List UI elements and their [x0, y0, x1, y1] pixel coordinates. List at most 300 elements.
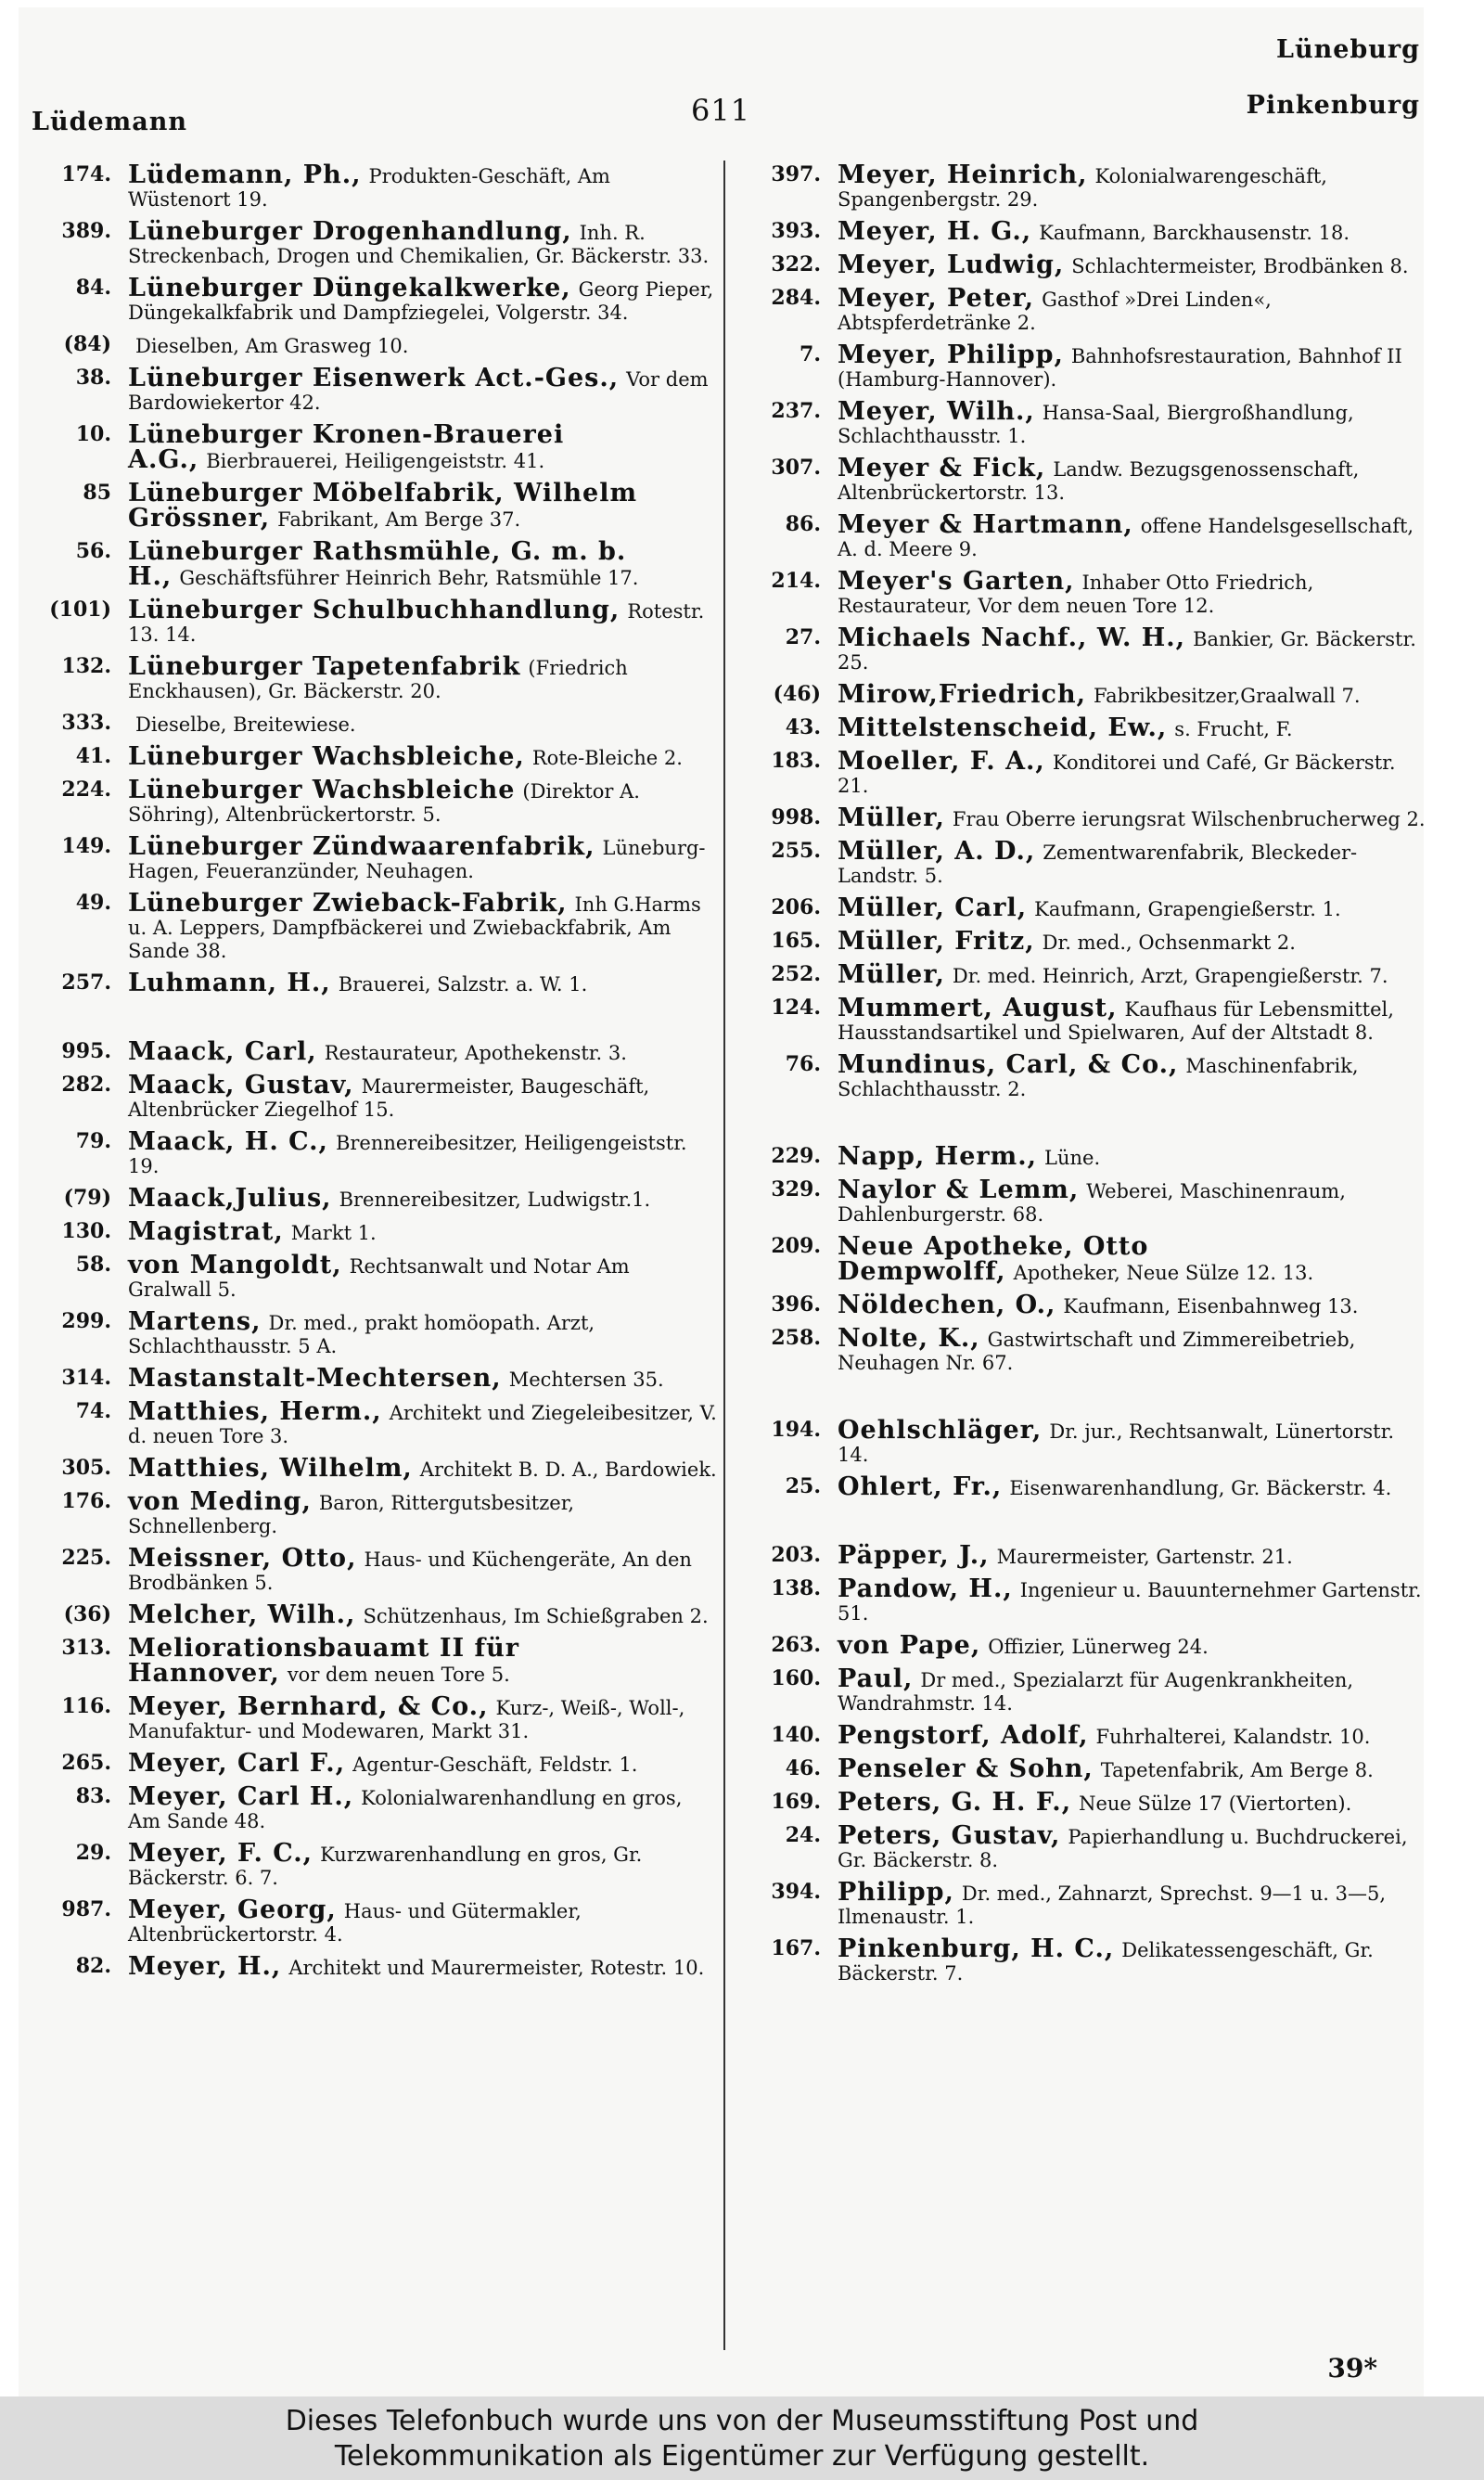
directory-entry — [28, 420, 719, 474]
entry-name: Nöldechen, O., — [838, 1291, 1056, 1319]
phone-number: 85 — [83, 481, 111, 505]
entry-details: Kolonialwarengeschäft, Spangenbergstr. 29. — [838, 165, 1327, 211]
phone-number: 140. — [771, 1723, 821, 1747]
directory-entry — [737, 960, 1428, 989]
entry-name: Meyer, Wilh., — [838, 397, 1035, 426]
phone-number: 237. — [771, 399, 821, 423]
phone-number: 299. — [61, 1309, 111, 1333]
entry-details: Kaufhaus für Lebensmittel, Hausstandsartikel und Spielwaren, Auf der Altstadt 8. — [838, 998, 1394, 1044]
entry-details: Kaufmann, Grapengießerstr. 1. — [1034, 898, 1341, 920]
directory-entry — [28, 1037, 719, 1066]
phone-number: 224. — [61, 777, 111, 802]
directory-entry — [737, 1821, 1428, 1872]
entry-name: Matthies, Herm., — [128, 1397, 382, 1426]
directory-entry — [28, 479, 719, 533]
entry-body — [838, 837, 1428, 888]
entry-body — [838, 1050, 1428, 1101]
entry-body — [838, 1721, 1428, 1750]
directory-entry — [737, 567, 1428, 618]
directory-page — [19, 7, 1424, 2396]
phone-number: 38. — [75, 366, 111, 390]
entry-name: Lüneburger Tapetenfabrik — [128, 652, 521, 681]
entry-body — [838, 1788, 1428, 1817]
footer-line-2: Telekommunikation als Eigentümer zur Verfügung gestellt. — [334, 2440, 1150, 2473]
entry-details: Schlachtermeister, Brodbänken 8. — [1071, 255, 1409, 277]
phone-number: 322. — [771, 252, 821, 276]
entry-name: Lüneburger Rathsmühle, G. m. b. H., — [128, 537, 627, 591]
entry-details: Markt 1. — [290, 1222, 377, 1244]
entry-name: Müller, Fritz, — [838, 927, 1035, 956]
directory-entry — [28, 652, 719, 703]
entry-details: Brennereibesitzer, Heiligengeiststr. 19. — [128, 1132, 687, 1177]
directory-entry — [737, 1416, 1428, 1467]
entry-details: Dr. med. Heinrich, Arzt, Grapengießerstr. 7. — [952, 965, 1388, 987]
entry-details: Maurermeister, Gartenstr. 21. — [996, 1546, 1293, 1568]
phone-number: (46) — [773, 682, 821, 706]
entry-body — [128, 1692, 719, 1743]
entry-details: Offizier, Lünerweg 24. — [988, 1636, 1209, 1658]
entry-body — [128, 1952, 719, 1981]
phone-number: 394. — [771, 1880, 821, 1904]
entry-name: Lüneburger Drogenhandlung, — [128, 217, 572, 246]
entry-details: Kurz-, Weiß-, Woll-, Manufaktur- und Modewaren, Markt 31. — [128, 1697, 685, 1742]
entry-name: Luhmann, H., — [128, 969, 331, 997]
entry-name: Oehlschläger, — [838, 1416, 1043, 1445]
phone-number: 263. — [771, 1633, 821, 1657]
header-right-keyword: Pinkenburg — [1246, 91, 1420, 120]
entry-details: Vor dem Bardowiekertor 42. — [128, 368, 709, 414]
entry-body — [128, 333, 719, 358]
entry-name: Müller, — [838, 960, 945, 989]
entry-name: Neue Apotheke, Otto Dempwolff, — [838, 1232, 1149, 1286]
directory-entry — [28, 1364, 719, 1393]
entry-body — [838, 567, 1428, 618]
directory-entry — [737, 1631, 1428, 1660]
directory-entry — [737, 1721, 1428, 1750]
entry-details: Bierbrauerei, Heiligengeiststr. 41. — [206, 450, 545, 472]
entry-details: Dr. med., prakt homöopath. Arzt, Schlachthausstr. 5 A. — [128, 1312, 595, 1357]
entry-details: Lüneburg-Hagen, Feueranzünder, Neuhagen. — [128, 837, 706, 882]
entry-body — [838, 1416, 1428, 1467]
entry-body — [838, 960, 1428, 989]
directory-entry — [28, 778, 719, 827]
entry-details: Inhaber Otto Friedrich, Restaurateur, Vor dem neuen Tore 12. — [838, 572, 1314, 617]
directory-entry — [737, 1878, 1428, 1929]
entry-body — [838, 1574, 1428, 1625]
phone-number: 995. — [61, 1039, 111, 1063]
phone-number: 82. — [75, 1954, 111, 1978]
entry-name: Mittelstenscheid, Ew., — [838, 713, 1168, 742]
entry-body — [838, 1754, 1428, 1783]
entry-details: Architekt und Maurermeister, Rotestr. 10. — [288, 1957, 705, 1979]
directory-entry — [737, 1934, 1428, 1985]
phone-number: 194. — [771, 1418, 821, 1442]
entry-details: (Direktor A. Söhring), Altenbrückertorstr. 5. — [128, 780, 640, 826]
entry-details: Maurermeister, Baugeschäft, Altenbrücker Ziegelhof 15. — [128, 1075, 650, 1121]
entry-body — [838, 713, 1428, 742]
directory-entry — [737, 510, 1428, 561]
entry-name: Pinkenburg, H. C., — [838, 1934, 1115, 1963]
phone-number: 149. — [61, 834, 111, 858]
entry-body — [128, 742, 719, 771]
entry-details: Zementwarenfabrik, Bleckeder-Landstr. 5. — [838, 842, 1358, 887]
directory-entry — [28, 1895, 719, 1947]
header-city: Lüneburg — [1275, 35, 1420, 64]
directory-entry — [737, 217, 1428, 246]
phone-number: 209. — [771, 1234, 821, 1258]
entry-details: Rotestr. 13. 14. — [128, 600, 705, 646]
phone-number: 124. — [771, 996, 821, 1020]
entry-name: Nolte, K., — [838, 1324, 980, 1353]
entry-body — [838, 1541, 1428, 1570]
directory-entry — [28, 1184, 719, 1213]
page-number: 611 — [691, 93, 751, 128]
entry-details: vor dem neuen Tore 5. — [287, 1664, 510, 1686]
entry-body — [838, 927, 1428, 956]
entry-body — [838, 1664, 1428, 1715]
entry-body — [128, 1782, 719, 1833]
entry-details: Inh. R. Streckenbach, Drogen und Chemikalien, Gr. Bäckerstr. 33. — [128, 222, 710, 267]
entry-body — [128, 1184, 719, 1213]
directory-entry — [737, 713, 1428, 742]
phone-number: (79) — [63, 1186, 111, 1210]
phone-number: 183. — [771, 749, 821, 773]
directory-entry — [737, 927, 1428, 956]
entry-name: Meyer, H., — [128, 1952, 282, 1981]
directory-entry — [28, 1634, 719, 1688]
entry-details: Baron, Rittergutsbesitzer, Schnellenberg. — [128, 1492, 575, 1537]
entry-body — [128, 1364, 719, 1393]
entry-details: Bankier, Gr. Bäckerstr. 25. — [838, 628, 1416, 674]
directory-entry — [28, 1487, 719, 1538]
phone-number: 252. — [771, 962, 821, 986]
phone-number: 255. — [771, 839, 821, 863]
entry-body — [128, 1037, 719, 1066]
left-column — [28, 163, 719, 1988]
entry-name: Meissner, Otto, — [128, 1544, 357, 1573]
directory-entry — [737, 1472, 1428, 1501]
entry-body — [838, 996, 1428, 1045]
directory-entry — [737, 253, 1428, 278]
directory-entry — [28, 163, 719, 212]
directory-entry — [28, 598, 719, 647]
entry-name: Paul, — [838, 1664, 914, 1693]
directory-entry — [737, 343, 1428, 392]
entry-body — [128, 1544, 719, 1595]
entry-name: Meyer & Fick, — [838, 454, 1046, 482]
entry-name: Magistrat, — [128, 1217, 284, 1246]
entry-name: Meyer, Heinrich, — [838, 161, 1088, 189]
entry-name: Meyer, H. G., — [838, 217, 1032, 246]
directory-entry — [737, 996, 1428, 1045]
directory-entry — [28, 1217, 719, 1246]
header-left-keyword: Lüdemann — [32, 108, 187, 136]
entry-details: offene Handelsgesellschaft, A. d. Meere 9. — [838, 515, 1414, 560]
directory-entry — [737, 397, 1428, 448]
directory-entry — [737, 284, 1428, 335]
entry-name: Peters, G. H. F., — [838, 1788, 1072, 1817]
entry-details: Eisenwarenhandlung, Gr. Bäckerstr. 4. — [1009, 1477, 1392, 1499]
entry-name: Moeller, F. A., — [838, 747, 1045, 776]
entry-body — [128, 652, 719, 703]
footer-line-1: Dieses Telefonbuch wurde uns von der Museumsstiftung Post und — [285, 2405, 1199, 2437]
entry-details: Mechtersen 35. — [508, 1368, 664, 1391]
entry-body — [838, 1324, 1428, 1375]
phone-number: 29. — [75, 1841, 111, 1865]
directory-entry — [28, 1692, 719, 1743]
entry-details: Kaufmann, Barckhausenstr. 18. — [1039, 222, 1350, 244]
directory-entry — [737, 1541, 1428, 1570]
entry-details: Weberei, Maschinenraum, Dahlenburgerstr. 68. — [838, 1180, 1346, 1226]
entry-body — [128, 778, 719, 827]
directory-entry — [737, 747, 1428, 798]
entry-body — [128, 537, 719, 591]
phone-number: 229. — [771, 1144, 821, 1168]
phone-number: 329. — [771, 1177, 821, 1201]
directory-entry — [28, 712, 719, 737]
entry-details: Kurzwarenhandlung en gros, Gr. Bäckerstr. 6. 7. — [128, 1844, 643, 1889]
directory-entry — [28, 1600, 719, 1629]
phone-number: 7. — [800, 342, 821, 366]
entry-details: Schützenhaus, Im Schießgraben 2. — [363, 1605, 709, 1627]
directory-entry — [28, 1397, 719, 1448]
entry-details: Rechtsanwalt und Notar Am Gralwall 5. — [128, 1255, 630, 1301]
entry-name: Pengstorf, Adolf, — [838, 1721, 1089, 1750]
entry-body — [128, 598, 719, 647]
phone-number: 258. — [771, 1326, 821, 1350]
entry-body — [838, 510, 1428, 561]
entry-name: Meyer, Philipp, — [838, 341, 1064, 369]
footer-notice — [0, 2396, 1484, 2480]
entry-details: Dr. jur., Rechtsanwalt, Lünertorstr. 14. — [838, 1420, 1395, 1466]
phone-number: 203. — [771, 1543, 821, 1567]
directory-entry — [737, 1754, 1428, 1783]
phone-number: 58. — [75, 1253, 111, 1277]
directory-entry — [28, 1952, 719, 1981]
entry-body — [838, 623, 1428, 675]
entry-name: Meyer, Carl H., — [128, 1782, 354, 1811]
phone-number: 305. — [61, 1456, 111, 1480]
phone-number: 165. — [771, 929, 821, 953]
entry-name: Meliorationsbauamt II für Hannover, — [128, 1634, 519, 1688]
phone-number: 397. — [771, 162, 821, 186]
entry-details: Haus- und Gütermakler, Altenbrückertorstr. 4. — [128, 1900, 582, 1946]
directory-entry — [737, 1324, 1428, 1375]
entry-body — [838, 1934, 1428, 1985]
directory-entry — [737, 456, 1428, 505]
entry-name: Martens, — [128, 1307, 262, 1336]
entry-name: Penseler & Sohn, — [838, 1754, 1094, 1783]
directory-entry — [737, 1664, 1428, 1715]
directory-entry — [737, 893, 1428, 922]
entry-name: Meyer, Bernhard, & Co., — [128, 1692, 489, 1721]
phone-number: 389. — [61, 219, 111, 243]
entry-body — [128, 1634, 719, 1688]
section-gap — [737, 1110, 1428, 1145]
entry-details: Frau Oberre ierungsrat Wilschenbrucherweg 2. — [952, 808, 1426, 830]
entry-name: Melcher, Wilh., — [128, 1600, 356, 1629]
directory-entry — [737, 1574, 1428, 1625]
directory-entry — [28, 1782, 719, 1833]
directory-entry — [28, 971, 719, 996]
entry-name: Peters, Gustav, — [838, 1821, 1061, 1850]
entry-name: Matthies, Wilhelm, — [128, 1454, 413, 1483]
entry-body — [128, 217, 719, 268]
entry-details: Delikatessengeschäft, Gr. Bäckerstr. 7. — [838, 1939, 1374, 1985]
entry-body — [838, 397, 1428, 448]
directory-entry — [737, 1050, 1428, 1101]
phone-number: 998. — [771, 805, 821, 829]
entry-name: von Mangoldt, — [128, 1251, 342, 1279]
phone-number: 282. — [61, 1073, 111, 1097]
phone-number: 130. — [61, 1219, 111, 1243]
entry-body — [128, 1600, 719, 1629]
entry-body — [128, 366, 719, 415]
entry-details: Haus- und Küchengeräte, An den Brodbänken 5. — [128, 1548, 692, 1594]
entry-details: Dieselbe, Breitewiese. — [135, 713, 356, 736]
entry-name: Lüneburger Kronen-Brauerei A.G., — [128, 420, 565, 474]
phone-number: 314. — [61, 1366, 111, 1390]
entry-name: Ohlert, Fr., — [838, 1472, 1003, 1501]
entry-details: Bahnhofsrestauration, Bahnhof II (Hamburg-Hannover). — [838, 345, 1402, 391]
directory-entry — [28, 537, 719, 591]
phone-number: 393. — [771, 219, 821, 243]
entry-details: Landw. Bezugsgenossenschaft, Altenbrückertorstr. 13. — [838, 458, 1360, 504]
entry-body — [838, 1142, 1428, 1171]
phone-number: 138. — [771, 1576, 821, 1600]
phone-number: 284. — [771, 286, 821, 310]
phone-number: 56. — [75, 539, 111, 563]
entry-body — [128, 1895, 719, 1947]
entry-body — [128, 163, 719, 212]
entry-name: Mastanstalt-Mechtersen, — [128, 1364, 502, 1393]
entry-name: Müller, — [838, 803, 945, 832]
phone-number: (36) — [63, 1602, 111, 1626]
phone-number: 313. — [61, 1636, 111, 1660]
entry-body — [838, 1472, 1428, 1501]
directory-entry — [737, 623, 1428, 675]
entry-name: Meyer & Hartmann, — [838, 510, 1133, 539]
phone-number: 225. — [61, 1546, 111, 1570]
phone-number: 176. — [61, 1489, 111, 1513]
entry-body — [128, 1454, 719, 1483]
entry-name: Napp, Herm., — [838, 1142, 1038, 1171]
directory-entry — [28, 889, 719, 963]
entry-name: Maack, Carl, — [128, 1037, 317, 1066]
entry-name: Meyer's Garten, — [838, 567, 1075, 596]
entry-body — [838, 456, 1428, 505]
entry-name: Naylor & Lemm, — [838, 1176, 1080, 1204]
phone-number: 132. — [61, 654, 111, 678]
entry-name: Meyer, Peter, — [838, 284, 1035, 313]
phone-number: 74. — [75, 1399, 111, 1423]
entry-body — [128, 1073, 719, 1122]
entry-body — [838, 1178, 1428, 1227]
phone-number: 46. — [785, 1756, 821, 1780]
entry-name: Lüneburger Zwieback-Fabrik, — [128, 889, 568, 918]
entry-body — [128, 1749, 719, 1778]
phone-number: 41. — [75, 744, 111, 768]
directory-entry — [28, 1749, 719, 1778]
phone-number: 160. — [771, 1666, 821, 1690]
entry-body — [128, 1127, 719, 1178]
entry-name: Michaels Nachf., W. H., — [838, 623, 1186, 652]
entry-name: Maack, Gustav, — [128, 1071, 354, 1099]
entry-details: Brennereibesitzer, Ludwigstr.1. — [339, 1189, 651, 1211]
entry-name: Päpper, J., — [838, 1541, 990, 1570]
entry-body — [838, 1293, 1428, 1318]
phone-number: 333. — [61, 711, 111, 735]
section-gap — [737, 1509, 1428, 1544]
entry-name: Lüneburger Zündwaarenfabrik, — [128, 832, 595, 861]
entry-body — [838, 1232, 1428, 1286]
directory-entry — [737, 837, 1428, 888]
entry-details: Gastwirtschaft und Zimmereibetrieb, Neuhagen Nr. 67. — [838, 1329, 1356, 1374]
entry-name: Meyer, Carl F., — [128, 1749, 346, 1778]
phone-number: 43. — [785, 715, 821, 739]
entry-body — [128, 1839, 719, 1890]
directory-entry — [28, 1073, 719, 1122]
entry-body — [838, 680, 1428, 709]
entry-name: Lüneburger Schulbuchhandlung, — [128, 596, 620, 624]
phone-number: 83. — [75, 1784, 111, 1808]
entry-details: Dr med., Spezialarzt für Augenkrankheiten, Wandrahmstr. 14. — [838, 1669, 1354, 1715]
entry-body — [838, 747, 1428, 798]
entry-name: Mirow,Friedrich, — [838, 680, 1087, 709]
phone-number: 84. — [75, 276, 111, 300]
phone-number: 174. — [61, 162, 111, 186]
entry-details: Hansa-Saal, Biergroßhandlung, Schlachthausstr. 1. — [838, 402, 1354, 447]
entry-details: s. Frucht, F. — [1174, 718, 1293, 740]
entry-body — [128, 479, 719, 533]
entry-body — [128, 276, 719, 325]
entry-body — [128, 420, 719, 474]
entry-name: Meyer, F. C., — [128, 1839, 313, 1868]
directory-entry — [28, 742, 719, 771]
entry-details: Tapetenfabrik, Am Berge 8. — [1100, 1759, 1374, 1781]
phone-number: 24. — [785, 1823, 821, 1847]
entry-details: Apotheker, Neue Sülze 12. 13. — [1013, 1262, 1314, 1284]
phone-number: 396. — [771, 1292, 821, 1317]
entry-details: Brauerei, Salzstr. a. W. 1. — [338, 973, 588, 996]
entry-details: Inh G.Harms u. A. Leppers, Dampfbäckerei und Zwiebackfabrik, Am Sande 38. — [128, 893, 701, 962]
entry-body — [128, 1397, 719, 1448]
entry-details: Architekt B. D. A., Bardowiek. — [419, 1458, 717, 1481]
entry-details: Papierhandlung u. Buchdruckerei, Gr. Bäckerstr. 8. — [838, 1826, 1408, 1871]
entry-name: Lüneburger Düngekalkwerke, — [128, 274, 571, 302]
directory-entry — [28, 276, 719, 325]
entry-name: Pandow, H., — [838, 1574, 1013, 1603]
entry-body — [128, 712, 719, 737]
entry-details: Maschinenfabrik, Schlachthausstr. 2. — [838, 1055, 1359, 1100]
directory-entry — [28, 1307, 719, 1358]
phone-number: 116. — [61, 1694, 111, 1718]
entry-name: Lüneburger Wachsbleiche — [128, 776, 516, 804]
phone-number: (84) — [63, 332, 111, 356]
entry-name: Lüdemann, Ph., — [128, 161, 362, 189]
section-gap — [28, 1005, 719, 1040]
phone-number: 76. — [785, 1052, 821, 1076]
phone-number: 10. — [75, 422, 111, 446]
entry-details: Produkten-Geschäft, Am Wüstenort 19. — [128, 165, 610, 211]
phone-number: 257. — [61, 970, 111, 995]
directory-entry — [737, 1232, 1428, 1286]
entry-details: Konditorei und Café, Gr Bäckerstr. 21. — [838, 752, 1396, 797]
directory-entry — [28, 366, 719, 415]
directory-entry — [28, 1454, 719, 1483]
entry-details: Lüne. — [1044, 1147, 1101, 1169]
entry-details: (Friedrich Enckhausen), Gr. Bäckerstr. 20. — [128, 657, 628, 702]
